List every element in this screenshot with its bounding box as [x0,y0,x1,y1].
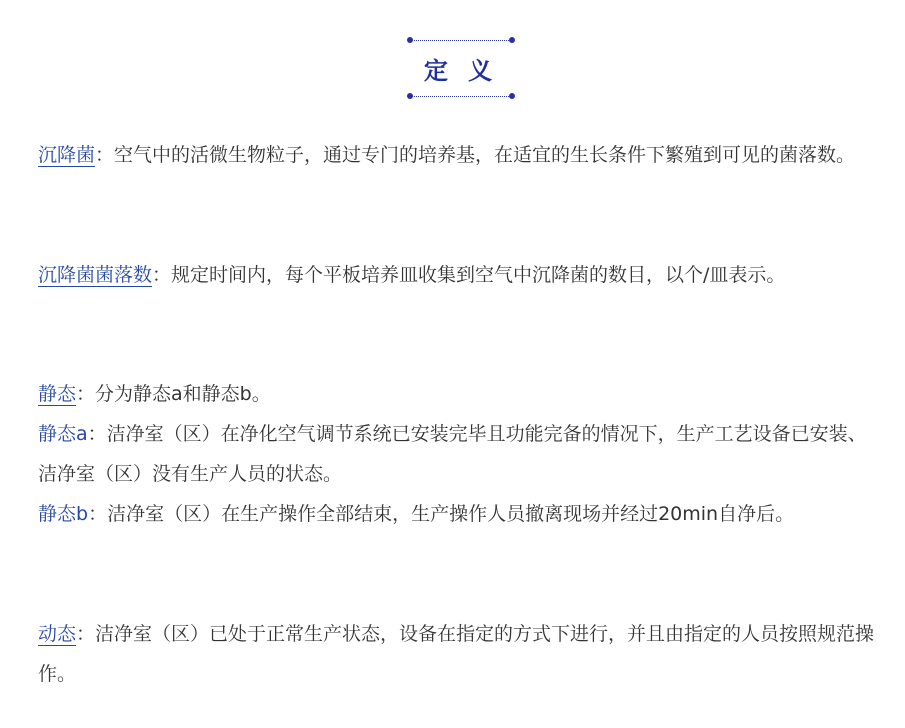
definition-sedimentation-bacteria [38,135,880,175]
term-label: 静态a [38,423,88,445]
definition-text: 洁净室（区）在生产操作全部结束，生产操作人员撤离现场并经过20min自净后。 [107,503,795,525]
definition-text: 洁净室（区）已处于正常生产状态，设备在指定的方式下进行，并且由指定的人员按照规范操作。 [38,623,875,685]
separator: ： [88,503,108,525]
definition-dynamic [38,614,880,694]
divider-dot-icon [509,93,515,99]
separator: ： [152,264,172,286]
term-link[interactable]: 沉降菌菌落数 [38,264,153,286]
definition-static-a [38,414,880,494]
term-label: 静态b [38,503,89,525]
term-link[interactable]: 静态 [38,383,77,405]
term-link[interactable]: 动态 [38,623,77,645]
bottom-dotted-divider [409,96,513,97]
separator: ： [95,144,115,166]
top-dotted-divider [409,40,513,41]
page-title: 定 义 [423,57,499,85]
separator: ： [76,383,96,405]
definition-colony-count [38,255,880,295]
definition-text: 洁净室（区）在净化空气调节系统已安装完毕且功能完备的情况下，生产工艺设备已安装、洁净室（区）没有生产人员的状态。 [38,423,867,485]
definition-text: 分为静态a和静态b。 [95,383,271,405]
definition-static [38,374,880,414]
divider-dot-icon [407,37,413,43]
definition-static-b [38,494,880,534]
separator: ： [76,623,96,645]
divider-dot-icon [407,93,413,99]
section-heading [407,37,515,99]
separator: ： [87,423,107,445]
divider-dot-icon [509,37,515,43]
term-link[interactable]: 沉降菌 [38,144,96,166]
definition-text: 规定时间内，每个平板培养皿收集到空气中沉降菌的数目，以个/皿表示。 [171,264,786,286]
definition-text: 空气中的活微生物粒子，通过专门的培养基，在适宜的生长条件下繁殖到可见的菌落数。 [114,144,856,166]
